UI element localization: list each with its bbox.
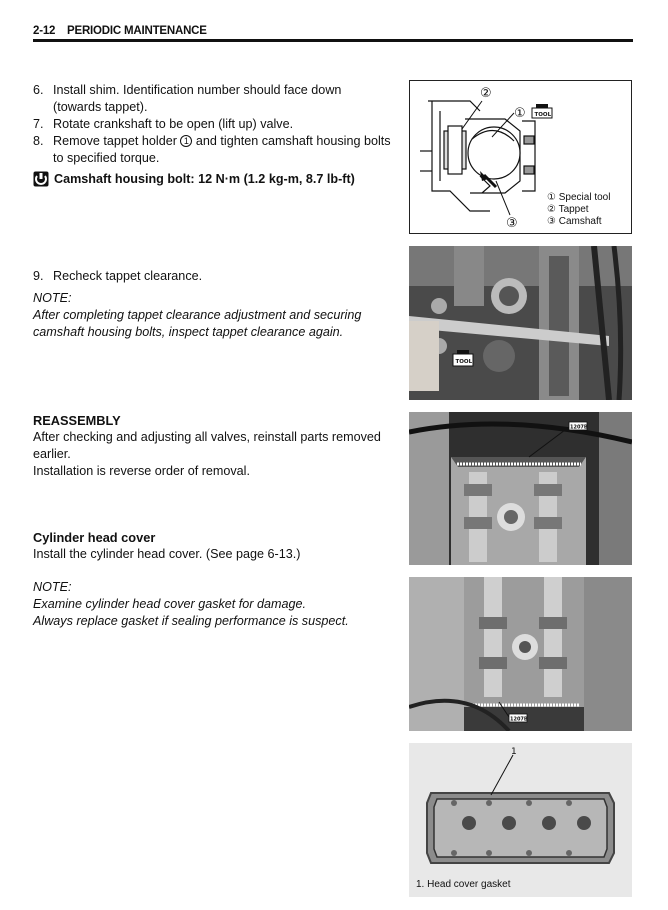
reassembly-heading: REASSEMBLY [33, 413, 121, 428]
sealant-label: 1207B [570, 424, 588, 431]
reassembly-photo-bottom [409, 577, 632, 731]
note-line: Always replace gasket if sealing performance is suspect. [33, 614, 349, 628]
note-line: After completing tappet clearance adjustment and securing [33, 308, 362, 322]
callout-marker: 1 [180, 135, 192, 147]
page-header [33, 22, 633, 42]
photo-drawing [409, 246, 632, 400]
note-heading: NOTE: [33, 291, 72, 305]
step-number: 7. [33, 117, 44, 131]
photo-drawing [409, 412, 632, 565]
step-number: 6. [33, 83, 44, 97]
callout-1: ① [514, 106, 526, 121]
step-text: and tighten camshaft housing bolts [195, 134, 391, 148]
step-7 [33, 116, 391, 133]
sealant-label: 1207B [510, 716, 528, 723]
reassembly-text [33, 429, 391, 480]
step-text: Recheck tappet clearance. [53, 269, 203, 283]
step-number: 8. [33, 134, 44, 148]
paragraph-line: earlier. [33, 447, 71, 461]
step-6 [33, 82, 391, 116]
note-line: Examine cylinder head cover gasket for damage. [33, 597, 307, 611]
torque-wrench-icon [33, 171, 49, 187]
legend-item: ③ Camshaft [547, 216, 602, 227]
step-text: (towards tappet). [53, 100, 148, 114]
step-text: Rotate crankshaft to be open (lift up) valve. [53, 117, 294, 131]
photo-drawing [409, 577, 632, 731]
legend-item: ① Special tool [547, 192, 611, 203]
cover-text: Install the cylinder head cover. (See page 6-13.) [33, 547, 301, 561]
note-line: camshaft housing bolts, inspect tappet clearance again. [33, 325, 344, 339]
note-text [33, 596, 349, 630]
torque-text: Camshaft housing bolt: 12 N·m (1.2 kg-m, 8.7 lb-ft) [54, 172, 355, 186]
paragraph-line: Installation is reverse order of removal. [33, 464, 250, 478]
page-number: 2-12 [33, 25, 56, 37]
callout-2: ② [480, 86, 492, 101]
callout-1: 1 [511, 747, 517, 757]
legend-item: ② Tappet [547, 204, 589, 215]
reassembly-photo-top [409, 412, 632, 565]
torque-spec [33, 171, 355, 187]
paragraph-line: After checking and adjusting all valves, reinstall parts removed [33, 430, 381, 444]
tool-icon-label: TOOL [534, 112, 552, 118]
head-cover-gasket-photo [409, 743, 632, 897]
note-text [33, 307, 391, 341]
step-9 [33, 268, 391, 285]
callout-3: ③ [506, 216, 518, 231]
cylinder-head-cover-heading: Cylinder head cover [33, 530, 156, 545]
note-heading: NOTE: [33, 580, 72, 594]
step-number: 9. [33, 269, 44, 283]
tappet-holder-diagram [409, 80, 632, 234]
step-text: Install shim. Identification number should face down [53, 83, 342, 97]
tool-icon-label: TOOL [455, 359, 473, 365]
diagram-drawing [410, 81, 631, 233]
tappet-clearance-photo [409, 246, 632, 400]
step-8 [33, 133, 391, 167]
photo-drawing [409, 743, 632, 897]
section-title: PERIODIC MAINTENANCE [67, 25, 207, 37]
step-text: to specified torque. [53, 151, 160, 165]
step-text: Remove tappet holder [53, 134, 177, 148]
figure-caption: 1. Head cover gasket [416, 879, 511, 890]
